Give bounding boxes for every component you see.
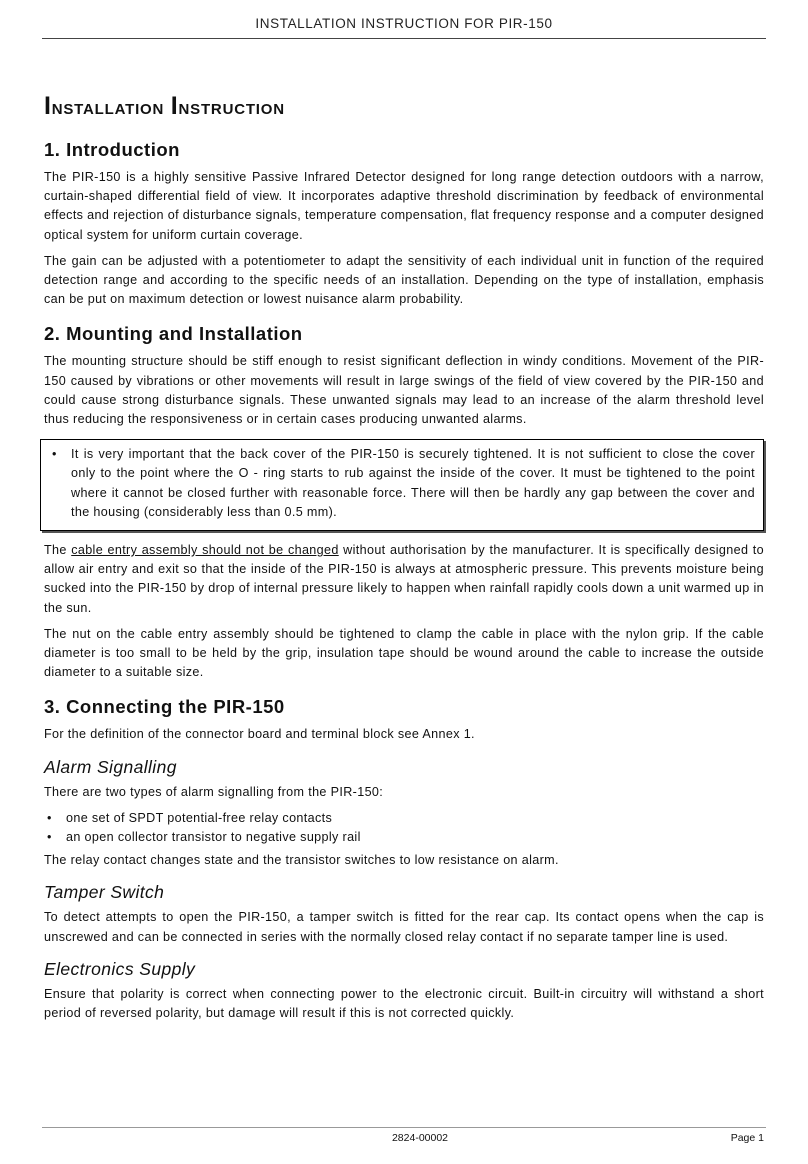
list-item: • one set of SPDT potential-free relay contacts	[44, 809, 764, 828]
mounting-paragraph-2: The cable entry assembly should not be changed without authorisation by the manufacturer. It is specifically designed to allow air entry and exit so that the inside of the PIR-150 is always at atmospheric pressure. This prevents moisture being sucked into the PIR-150 by drop of internal pressure likely to happen when rainfall rapidly cools down a unit warmed up in the sun.	[44, 543, 764, 615]
bullet-icon: •	[47, 830, 52, 845]
document-number: 2824-00002	[391, 1132, 449, 1144]
subheading-electronics-supply: Electronics Supply	[44, 958, 196, 979]
subheading-alarm-signalling: Alarm Signalling	[44, 756, 177, 777]
intro-paragraph-1: The PIR-150 is a highly sensitive Passive Infrared Detector designed for long range detection outdoors with a narrow, curtain-shaped differential field of view. It incorporates adaptive threshold discrimination by feedback of environmental effects and rejection of disturbance signals, temperature compensation, flat frequency response and a computer designed optical system for uniform curtain coverage.	[44, 170, 764, 242]
section-heading-introduction: 1. Introduction	[44, 139, 180, 160]
important-notice-box	[40, 439, 764, 531]
section-heading-connecting: 3. Connecting the PIR-150	[44, 696, 285, 718]
document-title: Installation Instruction	[44, 92, 285, 120]
tamper-paragraph: To detect attempts to open the PIR-150, a tamper switch is fitted for the rear cap. Its contact opens when the cap is unscrewed and can be connected in series with the normally closed relay contact if no separate tamper line is used.	[44, 910, 764, 944]
supply-paragraph: Ensure that polarity is correct when connecting power to the electronic circuit. Built-in circuitry will withstand a short period of reversed polarity, but damage will result if this is not corrected quickly.	[44, 986, 764, 1021]
list-item: • an open collector transistor to negative supply rail	[44, 828, 764, 847]
footer-rule	[42, 1127, 766, 1128]
connecting-paragraph: For the definition of the connector board and terminal block see Annex 1.	[44, 727, 475, 742]
alarm-outro: The relay contact changes state and the transistor switches to low resistance on alarm.	[44, 853, 559, 868]
subheading-tamper-switch: Tamper Switch	[44, 882, 165, 903]
page-content	[44, 92, 764, 1030]
underlined-phrase: cable entry assembly should not be changed	[71, 543, 339, 558]
mounting-paragraph-1: The mounting structure should be stiff enough to resist significant deflection in windy conditions. Movement of the PIR-150 caused by vibrations or other movements will result in large swings of the field of view covered by the PIR-150 and could cause strong disturbance signals. These unwanted signals may lead to an increase of the alarm threshold level thus reducing the responsiveness or in certain cases producing unwanted alarms.	[44, 354, 764, 427]
notice-item	[49, 445, 755, 522]
notice-text: It is very important that the back cover of the PIR-150 is securely tightened. It is not sufficient to close the cover only to the point where the O - ring starts to rub against the inside of the cover. It must be tightened to the point where it cannot be closed further with reasonable force. There will then be hardly any gap between the cover and the housing (considerably less than 0.5 mm).	[71, 447, 755, 519]
page-number: Page 1	[730, 1132, 764, 1144]
alarm-types-list	[44, 809, 764, 847]
bullet-icon: •	[47, 810, 52, 825]
intro-paragraph-2: The gain can be adjusted with a potentiometer to adapt the sensitivity of each individual unit in function of the required detection range and according to the specific needs of an installation. Depending on the type of installation, emphasis can be put on maximum detection or lowest nuisance alarm probability.	[44, 253, 764, 307]
running-header: INSTALLATION INSTRUCTION FOR PIR-150	[255, 16, 553, 31]
alarm-intro: There are two types of alarm signalling from the PIR-150:	[44, 784, 384, 799]
header-rule	[42, 38, 766, 39]
section-heading-mounting: 2. Mounting and Installation	[44, 323, 303, 345]
mounting-paragraph-3: The nut on the cable entry assembly should be tightened to clamp the cable in place with the nylon grip. If the cable diameter is too small to be held by the grip, insulation tape should be wound around the cable to increase the outside diameter to a suitable size.	[44, 626, 764, 680]
bullet-icon: •	[52, 447, 57, 462]
